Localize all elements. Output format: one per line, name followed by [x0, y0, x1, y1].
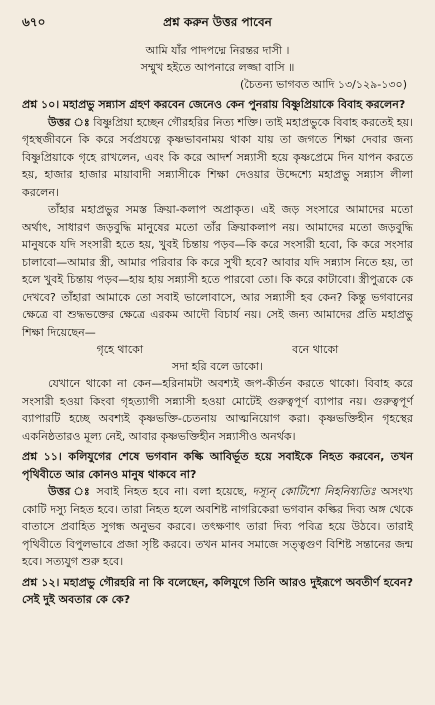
answer-10-text-1: বিষ্ণুপ্রিয়া হচ্ছেন গৌরহরির নিত্য শক্তি। তাই মহাপ্রভুকে বিবাহ করতেই হয়। গৃহস্থজীবনে কি করে সর্বপ্রযত্নে কৃষ্ণভাবনাময় থাকা যায় তা জগতে শিক্ষা দেবার জন্য বিষ্ণুপ্রিয়াকে গৃহে রাখলেন, এবং কি করে আদর্শ সন্ন্যাসী হয়ে কৃষ্ণপ্রেমে দিন যাপন করতে হয়, হাজার হাজার মায়াবাদী সন্ন্যাসীকে শিক্ষা দেওয়ার উদ্দেশ্যে মহাপ্রভু সন্ন্যাস লীলা করলেন।	[22, 115, 413, 199]
page-header	[22, 8, 413, 34]
answer-10-label: উত্তর ঃ	[48, 115, 90, 129]
question-11-label: প্রশ্ন ১১।	[22, 450, 62, 463]
question-10-label: প্রশ্ন ১০।	[22, 98, 60, 111]
answer-10-paragraph-2: তাঁহার মহাপ্রভুর সমস্ত ক্রিয়া-কলাপ অপ্রাকৃত। এই জড় সংসারে আমাদের মতো অর্থাৎ, সাধারণ জড়বুদ্ধি মানুষের মতো তাঁর ক্রিয়াকলাপ নয়। আমাদের মতো জড়বুদ্ধি মানুষকে যদি সংসারী হতে হয়, খুবই চিন্তায় পড়ব—কি করে সংসারী হবো, কি করে সংসার চালাবো—আমার স্ত্রী, আমার পরিবার কি করে সুখী হবে? আবার যদি সন্ন্যাস নিতে হয়, তা হলে খুবই চিন্তায় পড়ব—হায় হায় সন্ন্যাসী হতে পারবো তো। কি করে কাটাবো। স্ত্রীপুত্রকে কে দেখবে? তাঁহারা আমাকে তো সবাই ভালোবাসে, আর সন্ন্যাসী হব কেন? কিন্তু ভগবানের ক্ষেত্রে বা শুদ্ধভক্তের ক্ষেত্রে এরকম আদৌ বিচার্য নয়। সেই জন্য আমাদের প্রতি মহাপ্রভু শিক্ষা দিয়েছেন—	[22, 203, 413, 339]
verse-line-1: আমি যাঁর পাদপদ্মে নিরন্তর দাসী ।	[145, 44, 290, 57]
answer-10-paragraph-1	[22, 114, 413, 202]
verse-line-2: সম্মুখ হইতে আপনারে লজ্জা বাসি ॥	[140, 61, 295, 74]
answer-11-label: উত্তর ঃ	[48, 485, 92, 498]
song-left: গৃহে থাকো	[96, 343, 144, 356]
song-line-2: সদা হরি বলে ডাকো।	[172, 360, 263, 373]
question-10-text: মহাপ্রভু সন্ন্যাস গ্রহণ করবেন জেনেও কেন পুনরায় বিষ্ণুপ্রিয়াকে বিবাহ করলেন?	[63, 98, 406, 111]
answer-10-paragraph-3: যেখানে থাকো না কেন—হরিনামটা অবশ্যই জপ-কীর্তন করতে থাকো। বিবাহ করে সংসারী হওয়া কিংবা গৃহত্যাগী সন্ন্যাসী হওয়া মোটেই গুরুত্বপূর্ণ ব্যাপার নয়। গুরুত্বপূর্ণ ব্যাপারটি হচ্ছে অবশ্যই কৃষ্ণভক্তি-চেতনায় আত্মনিয়োগ করা। কৃষ্ণভক্তিহীন গৃহস্থের একনিষ্ঠতারও মূল্য নেই, আবার কৃষ্ণভক্তিহীন সন্ন্যাসীও অনর্থক।	[22, 377, 413, 443]
page-number: ৬৭০	[22, 15, 46, 29]
running-title: প্রশ্ন করুন উত্তর পাবেন	[163, 15, 272, 29]
answer-11-text-a: সবাই নিহত হবে না। বলা হয়েছে,	[96, 485, 248, 498]
question-12-label: প্রশ্ন ১২।	[22, 575, 60, 589]
question-10-block	[22, 96, 413, 445]
answer-11-paragraph	[22, 483, 413, 571]
answer-11-sanskrit-quote: দস্যূন্ কোটিশো নিহনিষ্যতিঃ	[252, 485, 376, 498]
question-12	[22, 574, 413, 609]
question-12-block	[22, 574, 413, 609]
verse-quote	[22, 42, 413, 76]
question-11-block	[22, 448, 413, 571]
verse-reference: (চৈতন্য ভাগবত আদি ১৩/১২৯-১৩০)	[239, 78, 407, 91]
answer-11-text-b: অসংখ্য কোটি দস্যু নিহত হবে। তারা নিহত হলে অবশিষ্ট নাগরিকেরা ভগবান কল্কির দিব্য অঙ্গ থেকে বাতাসে প্রবাহিত সুগন্ধ অনুভব করবে। তৎক্ষণাৎ তারা দিব্য পবিত্র হয়ে উঠবে। তারাই পৃথিবীতে বিপুলভাবে প্রজা সৃষ্টি করবে। তখন মানব সমাজে সত্ত্বগুণ বিশিষ্ট সন্তানের জন্ম হবে। সত্যযুগ শুরু হবে।	[22, 485, 413, 568]
song-line-1	[22, 341, 413, 358]
song-right: বনে থাকো	[292, 343, 339, 356]
question-11-text: কলিযুগের শেষে ভগবান কল্কি আবির্ভূত হয়ে সবাইকে নিহত করবেন, তখন পৃথিবীতে আর কোনও মানুষ থাকবে না?	[22, 450, 413, 481]
question-10	[22, 96, 413, 114]
question-11	[22, 448, 413, 483]
question-12-text: মহাপ্রভু গৌরহরি না কি বলেছেন, কলিযুগে তিনি আরও দুইরূপে অবতীর্ণ হবেন? সেই দুই অবতার কে কে?	[22, 575, 413, 606]
